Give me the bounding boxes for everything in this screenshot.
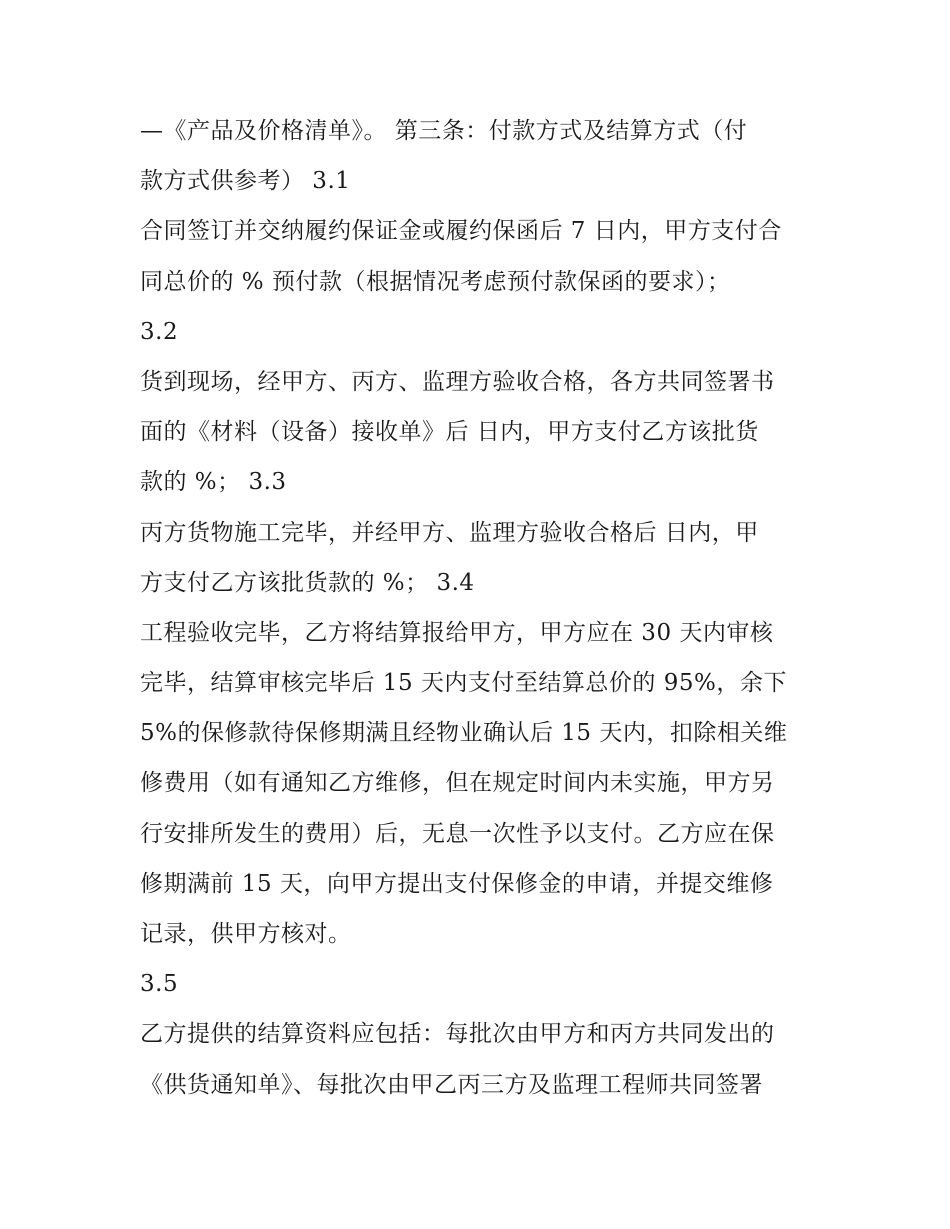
text-line: 工程验收完毕，乙方将结算报给甲方，甲方应在 30 天内审核 — [140, 619, 774, 646]
text-line: —《产品及价格清单》。 第三条：付款方式及结算方式（付 — [140, 118, 748, 144]
contract-text-body — [140, 106, 830, 1110]
text-line: 货到现场，经甲方、丙方、监理方验收合格，各方共同签署书 — [140, 368, 775, 395]
text-line: 行安排所发生的费用）后，无息一次性予以支付。乙方应在保 — [140, 820, 775, 847]
text-line: 款方式供参考） 3.1 — [140, 168, 351, 195]
text-line: 5%的保修款待保修期满且经物业确认后 15 天内，扣除相关维 — [140, 720, 788, 747]
text-line: 《供货通知单》、每批次由甲乙丙三方及监理工程师共同签署 — [140, 1071, 763, 1098]
text-line: 合同签订并交纳履约保证金或履约保函后 7 日内，甲方支付合 — [140, 218, 782, 245]
text-line: 方支付乙方该批货款的 %； 3.4 — [140, 569, 475, 596]
text-line: 修费用（如有通知乙方维修，但在规定时间内未实施，甲方另 — [140, 770, 775, 797]
text-line: 完毕，结算审核完毕后 15 天内支付至结算总价的 95%，余下 — [140, 670, 787, 697]
text-line: 记录，供甲方核对。 — [140, 921, 352, 947]
text-line: 丙方货物施工完毕，并经甲方、监理方验收合格后 日内，甲 — [140, 519, 759, 546]
text-line: 同总价的 % 预付款（根据情况考虑预付款保函的要求）； — [140, 268, 731, 295]
text-line: 修期满前 15 天，向甲方提出支付保修金的申请，并提交维修 — [140, 870, 774, 897]
text-line: 面的《材料（设备）接收单》后 日内，甲方支付乙方该批货 — [140, 419, 759, 446]
text-line: 款的 %； 3.3 — [140, 469, 287, 496]
text-line: 3.5 — [140, 971, 179, 998]
text-line: 乙方提供的结算资料应包括：每批次由甲方和丙方共同发出的 — [140, 1021, 775, 1048]
text-line: 3.2 — [140, 318, 179, 345]
